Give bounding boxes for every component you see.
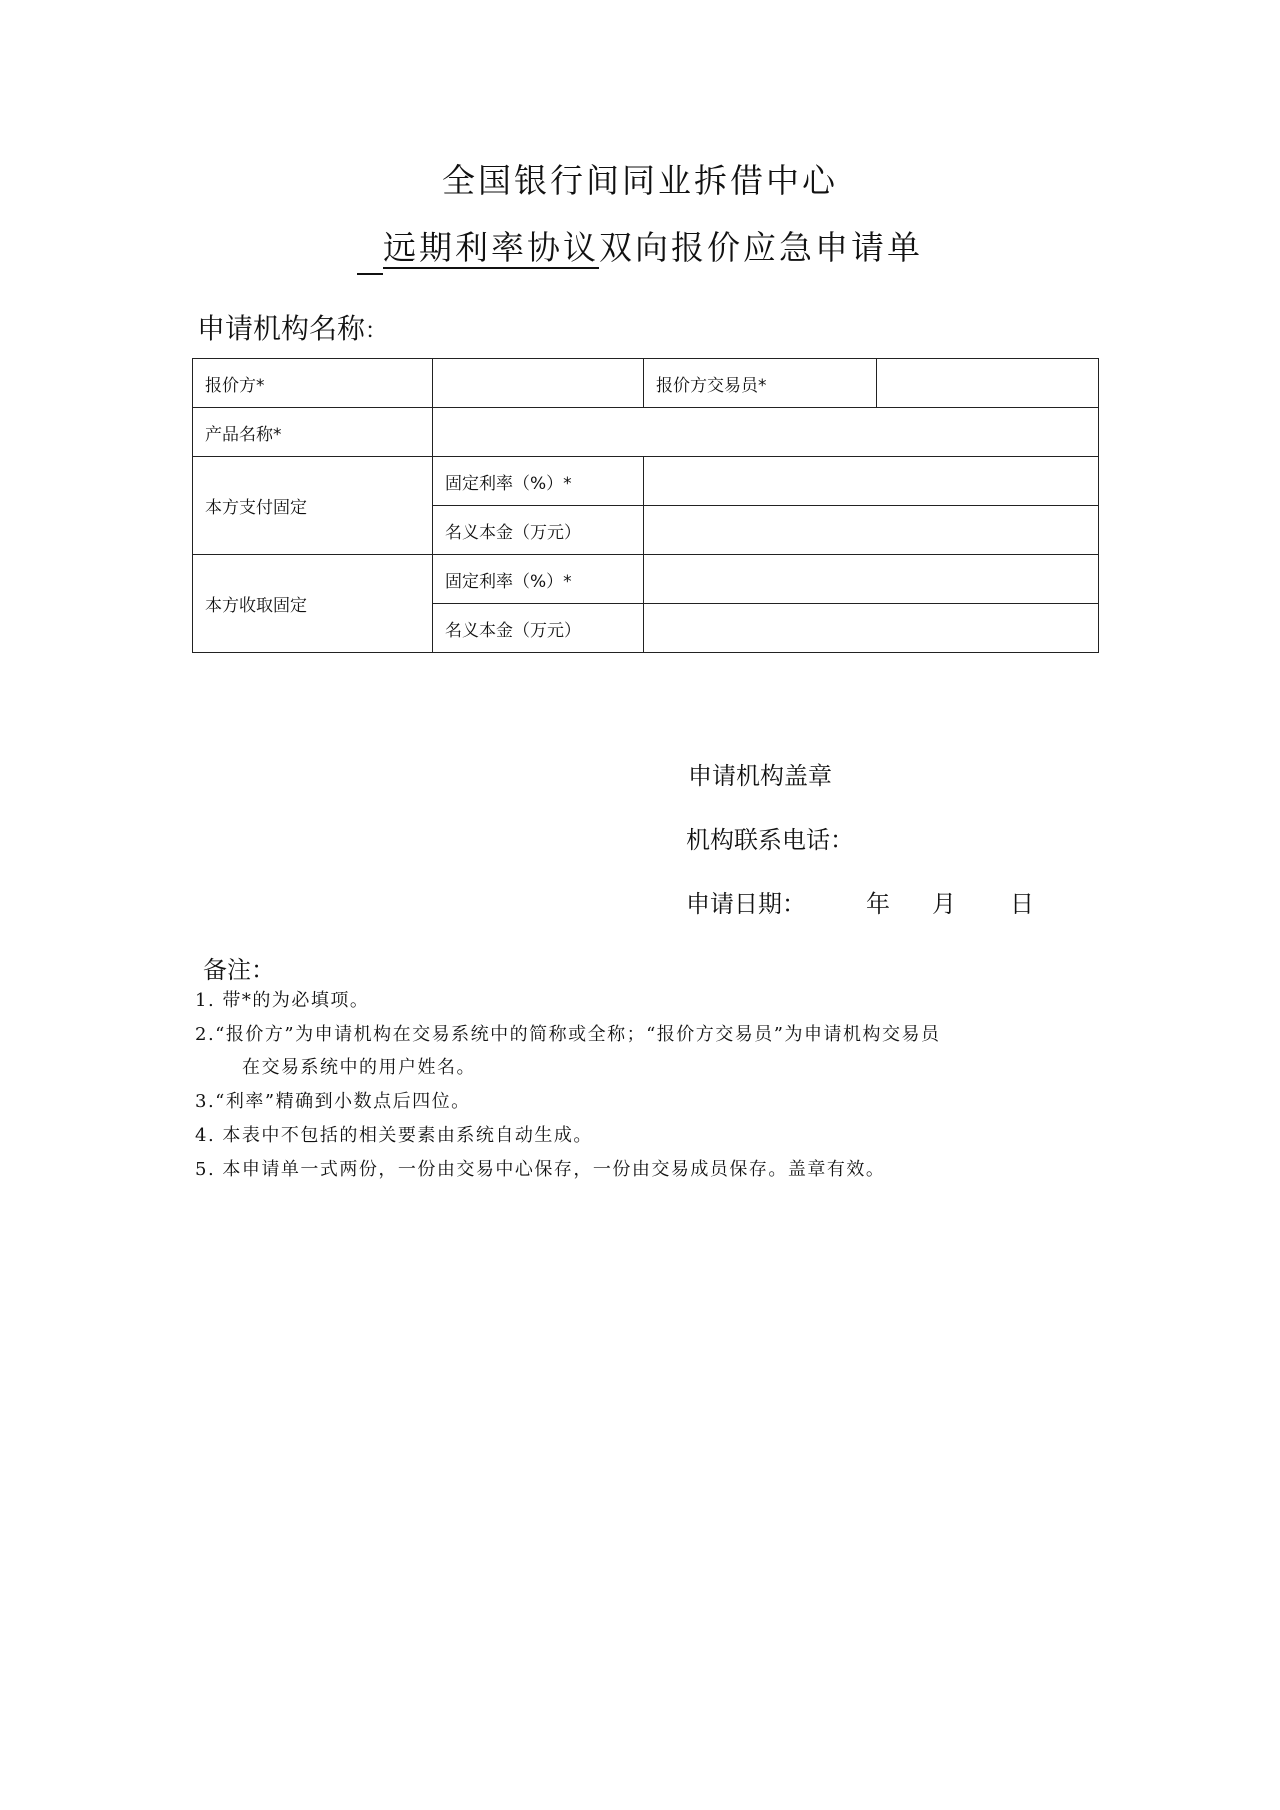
receive-fixed-rate-input-cell[interactable] [644, 555, 1099, 604]
org-name-colon: ： [365, 319, 388, 344]
product-input-cell[interactable] [433, 408, 1099, 457]
table-row [193, 408, 1099, 457]
table-row [193, 359, 1099, 408]
application-form-table [192, 358, 1099, 653]
receive-fixed-label-cell: 本方收取固定 [193, 555, 433, 653]
quoter-trader-label-cell: 报价方交易员* [644, 359, 877, 408]
receive-notional-label-cell: 名义本金（万元） [433, 604, 644, 653]
org-name-label: 申请机构名称 [197, 312, 366, 345]
pay-fixed-rate-input-cell[interactable] [644, 457, 1099, 506]
pay-notional-label-cell: 名义本金（万元） [433, 506, 644, 555]
date-year-label: 年 [866, 890, 890, 918]
note-item: 5. 本申请单一式两份，一份由交易中心保存，一份由交易成员保存。盖章有效。 [195, 1159, 886, 1180]
subtitle-product-name: 远期利率协议 [383, 228, 599, 267]
phone-label: 机构联系电话： [686, 826, 854, 854]
note-item: 3.“利率”精确到小数点后四位。 [195, 1091, 471, 1112]
org-name-line [197, 307, 387, 347]
note-item: 1. 带*的为必填项。 [195, 990, 370, 1011]
product-label-cell: 产品名称* [193, 408, 433, 457]
table-row [193, 457, 1099, 506]
receive-fixed-rate-label-cell: 固定利率（%）* [433, 555, 644, 604]
pay-fixed-rate-label-cell: 固定利率（%）* [433, 457, 644, 506]
pay-notional-input-cell[interactable] [644, 506, 1099, 555]
subtitle-form-name: 双向报价应急申请单 [599, 228, 923, 267]
quoter-label-cell: 报价方* [193, 359, 433, 408]
document-subtitle [0, 222, 1280, 269]
stamp-label: 申请机构盖章 [688, 762, 832, 790]
quoter-input-cell[interactable] [433, 359, 644, 408]
note-item: 4. 本表中不包括的相关要素由系统自动生成。 [195, 1125, 593, 1146]
pay-fixed-label-cell: 本方支付固定 [193, 457, 433, 555]
date-label: 申请日期： [686, 890, 806, 918]
document-title: 全国银行间同业拆借中心 [442, 161, 838, 200]
note-item: 2.“报价方”为申请机构在交易系统中的简称或全称；“报价方交易员”为申请机构交易员 [195, 1024, 941, 1045]
table-row [193, 555, 1099, 604]
quoter-trader-input-cell[interactable] [877, 359, 1099, 408]
note-item: 在交易系统中的用户姓名。 [242, 1057, 476, 1078]
date-month-label: 月 [932, 890, 956, 918]
receive-notional-input-cell[interactable] [644, 604, 1099, 653]
date-day-label: 日 [1010, 890, 1034, 918]
title-underline-pad [357, 239, 383, 275]
notes-title: 备注： [203, 956, 275, 984]
